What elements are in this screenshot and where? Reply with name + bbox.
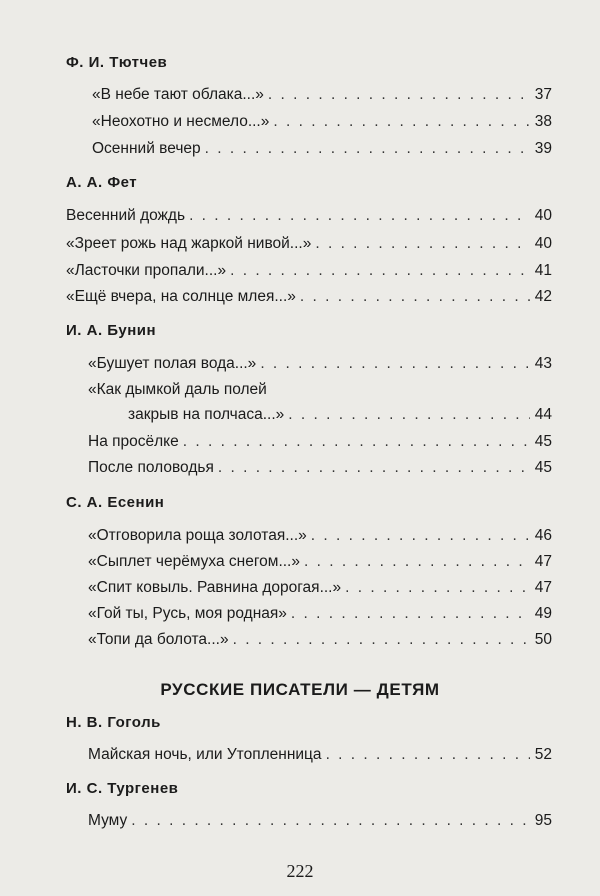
section-heading: РУССКИЕ ПИСАТЕЛИ — ДЕТЯМ: [160, 680, 440, 699]
entry-page: 44: [534, 406, 552, 423]
author-heading: И. А. Бунин: [66, 322, 157, 339]
toc-entry[interactable]: [88, 605, 552, 623]
entry-page: 50: [534, 631, 552, 648]
entry-page: 37: [534, 86, 552, 103]
toc-entry[interactable]: [88, 812, 552, 830]
entry-title: Осенний вечер: [92, 140, 201, 157]
entry-title: «Сыплет черёмуха снегом...»: [88, 553, 300, 570]
entry-title: «Зреет рожь над жаркой нивой...»: [66, 235, 312, 252]
toc-entry[interactable]: [88, 355, 552, 373]
dot-leader: [183, 433, 530, 451]
page-number: 222: [286, 861, 314, 881]
dot-leader: [315, 235, 530, 253]
dot-leader: [345, 579, 530, 597]
entry-page: 38: [534, 113, 552, 130]
author-heading: С. А. Есенин: [66, 494, 165, 511]
toc-entry[interactable]: [88, 527, 552, 545]
entry-title-line1: «Как дымкой даль полей: [88, 381, 267, 398]
entry-page: 39: [534, 140, 552, 157]
entry-title: «В небе тают облака...»: [92, 86, 264, 103]
entry-title: «Гой ты, Русь, моя родная»: [88, 605, 287, 622]
entry-title: Весенний дождь: [66, 207, 186, 224]
entry-title: «Неохотно и несмело...»: [92, 113, 270, 130]
toc-entry[interactable]: [66, 235, 552, 253]
entry-title: «Спит ковыль. Равнина дорогая...»: [88, 579, 342, 596]
dot-leader: [288, 406, 530, 424]
author-heading: Н. В. Гоголь: [66, 714, 161, 731]
toc-entry[interactable]: [88, 459, 552, 477]
toc-entry[interactable]: [66, 262, 552, 280]
entry-page: 47: [534, 553, 552, 570]
entry-page: 40: [534, 235, 552, 252]
entry-title: «Ласточки пропали...»: [66, 262, 227, 279]
author-heading: Ф. И. Тютчев: [66, 54, 168, 71]
dot-leader: [205, 140, 530, 158]
toc-entry[interactable]: [92, 140, 552, 158]
entry-title: «Бушует полая вода...»: [88, 355, 257, 372]
dot-leader: [230, 262, 530, 280]
entry-title: закрыв на полчаса...»: [128, 406, 285, 423]
entry-title: «Отговорила роща золотая...»: [88, 527, 307, 544]
toc-entry[interactable]: [92, 86, 552, 104]
toc-entry[interactable]: [88, 579, 552, 597]
toc-entry[interactable]: [88, 746, 552, 764]
dot-leader: [304, 553, 530, 571]
entry-title: После половодья: [88, 459, 214, 476]
dot-leader: [273, 113, 530, 131]
toc-entry[interactable]: [92, 113, 552, 131]
toc-entry[interactable]: [88, 631, 552, 649]
entry-page: 52: [534, 746, 552, 763]
dot-leader: [233, 631, 530, 649]
dot-leader: [291, 605, 530, 623]
dot-leader: [300, 288, 530, 306]
entry-title: Майская ночь, или Утопленница: [88, 746, 322, 763]
toc-entry[interactable]: [88, 433, 552, 451]
entry-page: 45: [534, 459, 552, 476]
dot-leader: [311, 527, 530, 545]
entry-page: 45: [534, 433, 552, 450]
entry-title: «Ещё вчера, на солнце млея...»: [66, 288, 296, 305]
toc-entry[interactable]: [66, 207, 552, 225]
dot-leader: [260, 355, 530, 373]
toc-entry[interactable]: [128, 406, 552, 424]
entry-page: 95: [534, 812, 552, 829]
entry-page: 47: [534, 579, 552, 596]
entry-page: 41: [534, 262, 552, 279]
entry-title: На просёлке: [88, 433, 179, 450]
entry-page: 43: [534, 355, 552, 372]
dot-leader: [189, 207, 530, 225]
dot-leader: [326, 746, 530, 764]
entry-page: 42: [534, 288, 552, 305]
dot-leader: [131, 812, 530, 830]
entry-page: 49: [534, 605, 552, 622]
toc-entry[interactable]: [88, 553, 552, 571]
entry-title: «Топи да болота...»: [88, 631, 229, 648]
author-heading: И. С. Тургенев: [66, 780, 179, 797]
entry-title: Муму: [88, 812, 128, 829]
entry-page: 46: [534, 527, 552, 544]
author-heading: А. А. Фет: [66, 174, 138, 191]
dot-leader: [218, 459, 530, 477]
dot-leader: [268, 86, 530, 104]
toc-entry[interactable]: [66, 288, 552, 306]
entry-page: 40: [534, 207, 552, 224]
